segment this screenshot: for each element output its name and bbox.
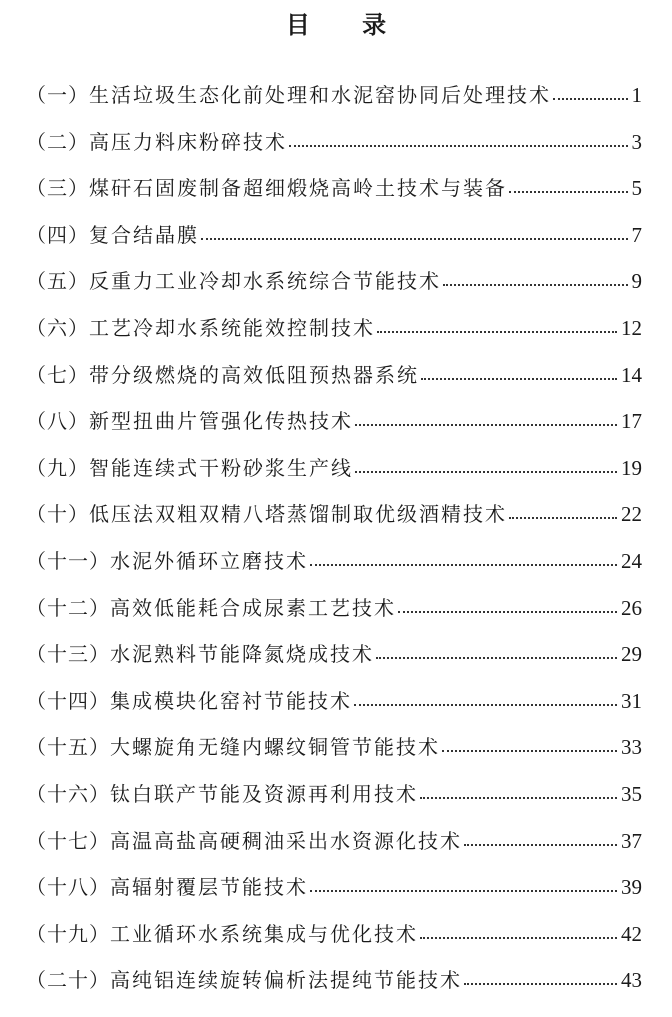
toc-entry-number: （五） [26,269,89,294]
toc-entry-number: （六） [26,315,89,340]
toc-entry-number: （一） [26,83,89,107]
toc-entry [26,957,642,1004]
toc-entry-page: 43 [621,968,642,993]
toc-entry-page: 33 [621,735,642,760]
toc-entry-number: （十六） [26,781,110,806]
toc-entry-page: 19 [621,455,642,480]
toc-entry [26,165,642,212]
toc-entry [26,119,642,166]
toc-entry-title: 大螺旋角无缝内螺纹铜管节能技术 [110,735,440,760]
toc-entry [26,305,642,352]
toc-entry-number: （七） [26,362,89,387]
toc-entry [26,491,642,538]
toc-leader-dots [421,377,617,380]
page-title: 目 录 [285,10,409,39]
toc-entry-page: 1 [631,83,642,107]
toc-entry-number: （十四） [26,688,110,713]
table-of-contents [26,72,642,1004]
toc-entry-title: 生活垃圾生态化前处理和水泥窑协同后处理技术 [89,83,551,107]
toc-leader-dots [310,563,617,566]
toc-entry-title: 煤矸石固废制备超细煅烧高岭土技术与装备 [89,176,507,201]
toc-entry [26,724,642,771]
toc-entry-page: 39 [621,875,642,900]
toc-entry-page: 17 [621,409,642,434]
toc-leader-dots [553,97,628,100]
toc-entry-title: 复合结晶膜 [89,222,199,247]
toc-entry-title: 带分级燃烧的高效低阻预热器系统 [89,362,419,387]
toc-leader-dots [355,423,617,426]
toc-entry-page: 22 [621,502,642,527]
toc-entry-page: 7 [631,222,642,247]
toc-entry-title: 集成模块化窑衬节能技术 [110,688,352,713]
toc-entry-page: 35 [621,781,642,806]
toc-entry [26,212,642,259]
toc-entry [26,911,642,958]
toc-entry-number: （十二） [26,595,110,620]
toc-entry-page: 14 [621,362,642,387]
toc-entry-page: 29 [621,642,642,667]
toc-entry-page: 42 [621,921,642,946]
toc-leader-dots [354,703,617,706]
toc-entry-number: （十七） [26,828,110,853]
toc-entry-page: 24 [621,548,642,573]
toc-leader-dots [420,796,617,799]
toc-entry-title: 高效低能耗合成尿素工艺技术 [110,595,396,620]
toc-entry-title: 水泥外循环立磨技术 [110,548,308,573]
toc-leader-dots [376,656,617,659]
toc-entry-number: （二十） [26,968,110,993]
toc-entry-title: 智能连续式干粉砂浆生产线 [89,455,353,480]
toc-entry-title: 低压法双粗双精八塔蒸馏制取优级酒精技术 [89,502,507,527]
toc-entry-title: 高温高盐高硬稠油采出水资源化技术 [110,828,462,853]
toc-entry-page: 26 [621,595,642,620]
toc-entry [26,398,642,445]
toc-entry-page: 37 [621,828,642,853]
toc-entry-title: 工艺冷却水系统能效控制技术 [89,315,375,340]
toc-entry-number: （九） [26,455,89,480]
toc-entry-number: （十一） [26,548,110,573]
toc-leader-dots [420,936,617,939]
toc-entry [26,72,642,119]
toc-entry-number: （十九） [26,921,110,946]
toc-entry-page: 5 [631,176,642,201]
toc-entry [26,631,642,678]
toc-entry [26,445,642,492]
toc-entry-number: （八） [26,409,89,434]
toc-entry-title: 高纯铝连续旋转偏析法提纯节能技术 [110,968,462,993]
toc-entry-title: 钛白联产节能及资源再利用技术 [110,781,418,806]
toc-entry-page: 31 [621,688,642,713]
toc-leader-dots [355,470,617,473]
toc-leader-dots [442,749,617,752]
toc-entry [26,352,642,399]
toc-leader-dots [289,144,628,147]
toc-entry-page: 9 [631,269,642,294]
toc-entry-number: （四） [26,222,89,247]
toc-entry-title: 水泥熟料节能降氮烧成技术 [110,642,374,667]
toc-entry-page: 3 [631,129,642,154]
toc-leader-dots [443,283,628,286]
toc-entry-title: 反重力工业冷却水系统综合节能技术 [89,269,441,294]
toc-entry-number: （十三） [26,642,110,667]
toc-leader-dots [509,190,628,193]
toc-entry [26,771,642,818]
toc-leader-dots [377,330,617,333]
toc-entry [26,258,642,305]
toc-entry [26,678,642,725]
toc-entry-title: 高压力料床粉碎技术 [89,129,287,154]
toc-leader-dots [398,610,617,613]
toc-entry-title: 工业循环水系统集成与优化技术 [110,921,418,946]
toc-entry-number: （十五） [26,735,110,760]
toc-entry-page: 12 [621,315,642,340]
toc-entry-title: 高辐射覆层节能技术 [110,875,308,900]
toc-leader-dots [201,237,628,240]
toc-entry [26,818,642,865]
toc-leader-dots [509,516,617,519]
toc-entry-title: 新型扭曲片管强化传热技术 [89,409,353,434]
toc-leader-dots [464,843,617,846]
toc-entry [26,585,642,632]
toc-leader-dots [310,889,617,892]
toc-entry-number: （三） [26,176,89,201]
toc-entry [26,864,642,911]
toc-entry [26,538,642,585]
toc-leader-dots [464,982,617,985]
toc-entry-number: （十） [26,502,89,527]
toc-entry-number: （二） [26,129,89,154]
toc-entry-number: （十八） [26,875,110,900]
